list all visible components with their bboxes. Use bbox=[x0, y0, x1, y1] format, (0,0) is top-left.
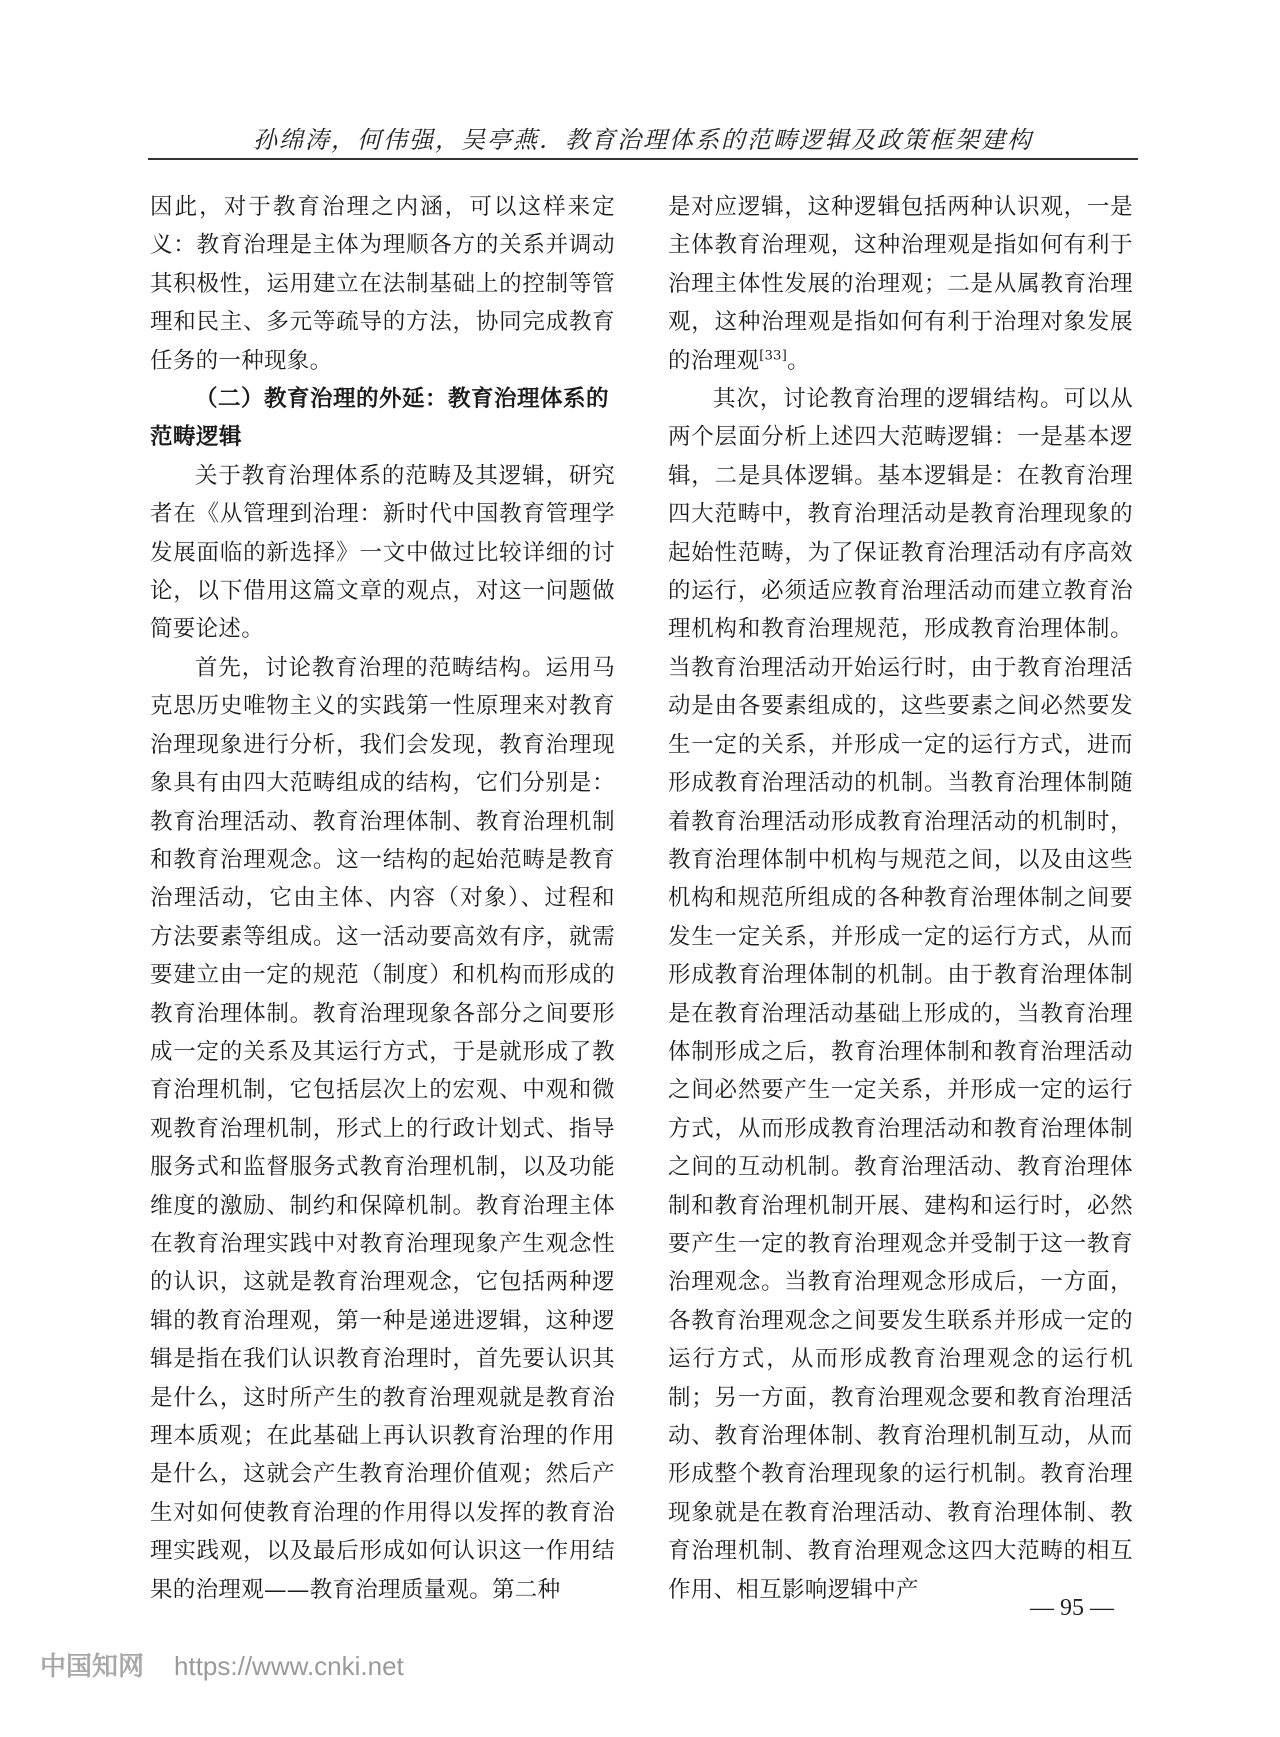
cnki-watermark bbox=[40, 1646, 404, 1686]
continuation-text: 是对应逻辑，这种逻辑包括两种认识观，一是主体教育治理观，这种治理观是指如何有利于治理主体性发展的治理观；二是从属教育治理观，这种治理观是指如何有利于治理对象发展的治理观 bbox=[668, 194, 1133, 374]
right-column bbox=[668, 188, 1133, 1609]
paragraph-continuation bbox=[668, 188, 1133, 380]
watermark-url[interactable]: https://www.cnki.net bbox=[174, 1651, 404, 1681]
paragraph-intro: 关于教育治理体系的范畴及其逻辑，研究者在《从管理到治理：新时代中国教育管理学发展面临的新选择》一文中做过比较详细的讨论，以下借用这篇文章的观点，对这一问题做简要论述。 bbox=[150, 462, 615, 643]
citation-marker: [33] bbox=[759, 348, 788, 364]
section-heading: （二）教育治理的外延：教育治理体系的范畴逻辑 bbox=[150, 386, 610, 451]
left-column bbox=[150, 188, 615, 1609]
header-rule bbox=[148, 158, 1138, 160]
page-number: — 95 — bbox=[1030, 1595, 1114, 1621]
paragraph-logic-structure: 其次，讨论教育治理的逻辑结构。可以从两个层面分析上述四大范畴逻辑：一是基本逻辑，二是具体逻辑。基本逻辑是：在教育治理四大范畴中，教育治理活动是教育治理现象的起始性范畴，为了保证教育治理活动有序高效的运行，必须适应教育治理活动而建立教育治理机构和教育治理规范，形成教育治理体制。当教育治理活动开始运行时，由于教育治理活动是由各要素组成的，这些要素之间必然要发生一定的关系，并形成一定的运行方式，进而形成教育治理活动的机制。当教育治理体制随着教育治理活动形成教育治理活动的机制时，教育治理体制中机构与规范之间，以及由这些机构和规范所组成的各种教育治理体制之间要发生一定关系，并形成一定的运行方式，从而形成教育治理体制的机制。由于教育治理体制是在教育治理活动基础上形成的，当教育治理体制形成之后，教育治理体制和教育治理活动之间必然要产生一定关系，并形成一定的运行方式，从而形成教育治理活动和教育治理体制之间的互动机制。教育治理活动、教育治理体制和教育治理机制开展、建构和运行时，必然要产生一定的教育治理观念并受制于这一教育治理观念。当教育治理观念形成后，一方面，各教育治理观念之间要发生联系并形成一定的运行方式，从而形成教育治理观念的运行机制；另一方面，教育治理观念要和教育治理活动、教育治理体制、教育治理机制互动，从而形成整个教育治理现象的运行机制。教育治理现象就是在教育治理活动、教育治理体制、教育治理机制、教育治理观念这四大范畴的相互作用、相互影响逻辑中产 bbox=[668, 386, 1133, 1603]
running-head: 孙绵涛，何伟强，吴亭燕．教育治理体系的范畴逻辑及政策框架建构 bbox=[253, 126, 1033, 154]
paragraph-definition: 因此，对于教育治理之内涵，可以这样来定义：教育治理是主体为理顺各方的关系并调动其积极性，运用建立在法制基础上的控制等管理和民主、多元等疏导的方法，协同完成教育任务的一种现象。 bbox=[150, 194, 615, 374]
watermark-brand: 中国知网 bbox=[40, 1652, 145, 1682]
paragraph-category-structure: 首先，讨论教育治理的范畴结构。运用马克思历史唯物主义的实践第一性原理来对教育治理现象进行分析，我们会发现，教育治理现象具有由四大范畴组成的结构，它们分别是：教育治理活动、教育治理体制、教育治理机制和教育治理观念。这一结构的起始范畴是教育治理活动，它由主体、内容（对象）、过程和方法要素等组成。这一活动要高效有序，就需要建立由一定的规范（制度）和机构而形成的教育治理体制。教育治理现象各部分之间要形成一定的关系及其运行方式，于是就形成了教育治理机制，它包括层次上的宏观、中观和微观教育治理机制，形式上的行政计划式、指导服务式和监督服务式教育治理机制，以及功能维度的激励、制约和保障机制。教育治理主体在教育治理实践中对教育治理现象产生观念性的认识，这就是教育治理观念，它包括两种逻辑的教育治理观，第一种是递进逻辑，这种逻辑是指在我们认识教育治理时，首先要认识其是什么，这时所产生的教育治理观就是教育治理本质观；在此基础上再认识教育治理的作用是什么，这就会产生教育治理价值观；然后产生对如何使教育治理的作用得以发挥的教育治理实践观，以及最后形成如何认识这一作用结果的治理观——教育治理质量观。第二种 bbox=[150, 654, 615, 1603]
continuation-end: 。 bbox=[787, 347, 810, 374]
